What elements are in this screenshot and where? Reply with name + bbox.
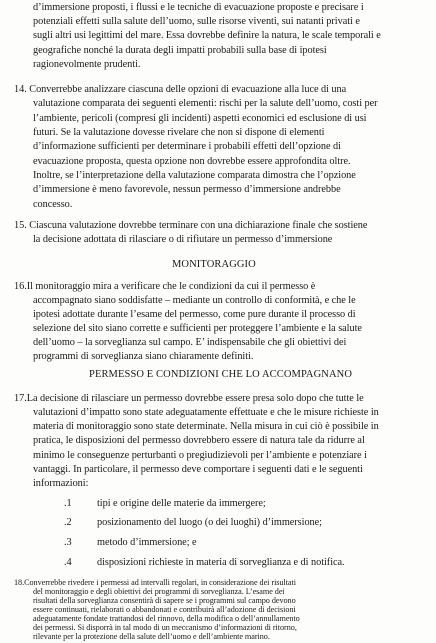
text-line: minimo le conseguenze perturbanti o pregiudizievoli per l’ambiente e potenziare i <box>33 450 367 461</box>
list-item-number: .2 <box>64 517 72 528</box>
text-line: informazioni: <box>33 478 89 489</box>
text-line: vantaggi. In particolare, il permesso deve comportare i seguenti dati e le seguenti <box>33 464 363 475</box>
text-line: 16.Il monitoraggio mira a verificare che le condizioni da cui il permesso è <box>14 281 316 292</box>
text-line: 17.La decisione di rilasciare un permesso dovrebbe essere presa solo dopo che tutte le <box>14 393 364 404</box>
section-heading-permesso: PERMESSO E CONDIZIONI CHE LO ACCOMPAGNANO <box>89 369 353 380</box>
text-line: ipotesi adottate durante l’esame del permesso, come pure durante il processo di <box>33 309 356 320</box>
text-line: valutazione comparata dei seguenti elementi: rischi per la salute dell’uomo, costi per <box>33 98 378 109</box>
text-line: del monitoraggio e degli obiettivi dei programmi di sorveglianza. L’esame dei <box>33 587 285 596</box>
text-line: futuri. Se la valutazione dovesse rivelare che non si dispone di elementi <box>33 127 325 138</box>
list-item-number: .3 <box>64 537 72 548</box>
text-line: geografiche nonché la durata degli impatti probabili sulla base di ipotesi <box>33 45 327 56</box>
text-line: essere continuati, rielaborati o abbandonati e contribuirà all’adozione di decisioni <box>33 605 296 614</box>
text-line: concesso. <box>33 199 73 210</box>
text-line: programmi di sorveglianza siano chiaramente definiti. <box>33 351 254 362</box>
text-line: 15. Ciascuna valutazione dovrebbe terminare con una dichiarazione finale che sostiene <box>14 220 368 231</box>
text-line: d’immersione proposti, i flussi e le tecniche di evacuazione proposte e precisare i <box>33 2 364 13</box>
text-line: evacuazione proposta, questa opzione non dovrebbe essere approfondita oltre. <box>33 156 351 167</box>
text-line: d’immersione è meno favorevole, nessun permesso d’immersione andrebbe <box>33 184 341 195</box>
text-line: Inoltre, se l’interpretazione della valutazione comparata dimostra che l’opzione <box>33 170 356 181</box>
section-heading-monitoraggio: MONITORAGGIO <box>172 259 256 270</box>
text-line: dell’uomo – la sorveglianza sul campo. E’ indispensabile che gli obiettivi dei <box>33 337 347 348</box>
list-item: posizionamento del luogo (o dei luoghi) d’immersione; <box>97 517 322 528</box>
text-line: accompagnato siano soddisfatte – mediante un controllo di conformità, e che le <box>33 295 356 306</box>
text-line: la decisione adottata di rilasciare o di rifiutare un permesso d’immersione <box>33 234 333 245</box>
text-line: risultati della sorveglianza consentirà di sapere se i programmi sul campo devono <box>33 596 296 605</box>
text-line: adeguatamente fondate trattandosi del rinnovo, della modifica o dell’annullamento <box>33 614 300 623</box>
text-line: selezione del sito siano corrette e sufficienti per proteggere l’ambiente e la salute <box>33 323 362 334</box>
text-line: pratica, le disposizioni del permesso dovrebbero essere di natura tale da ridurre al <box>33 435 365 446</box>
text-line: materia di monitoraggio sono state determinate. Nella misura in cui ciò è possibile in <box>33 421 379 432</box>
list-item: disposizioni richieste in materia di sorveglianza e di notifica. <box>97 557 345 568</box>
text-line: 18.Converrebbe rivedere i permessi ad intervalli regolari, in considerazione dei risultati <box>14 578 296 587</box>
text-line: rilevante per la protezione della salute dell’uomo e dell’ambiente marino. <box>33 632 270 641</box>
list-item-number: .1 <box>64 498 72 509</box>
text-line: dei permessi. Si disporrà in tal modo di un meccanismo d’informazioni di ritorno, <box>33 623 297 632</box>
list-item: metodo d’immersione; e <box>97 537 197 548</box>
text-line: l’ambiente, pericoli (compresi gli incidenti) aspetti economici ed esclusione di usi <box>33 113 367 124</box>
text-line: valutazioni d’impatto sono state adeguatamente effettuate e che le misure richieste in <box>33 407 379 418</box>
text-line: d’informazione sufficienti per determinare i probabili effetti dell’opzione di <box>33 141 341 152</box>
text-line: 14. Converrebbe analizzare ciascuna delle opzioni di evacuazione alla luce di una <box>14 84 347 95</box>
text-line: sugli altri usi legittimi del mare. Essa dovrebbe definire la natura, le scale temporali e <box>33 30 381 41</box>
list-item: tipi e origine delle materie da immergere; <box>97 498 266 509</box>
list-item-number: .4 <box>64 557 72 568</box>
text-line: potenziali effetti sulla salute dell’uomo, sulle risorse viventi, sui natanti privati e <box>33 16 360 27</box>
text-line: ragionevolmente prudenti. <box>33 59 141 70</box>
